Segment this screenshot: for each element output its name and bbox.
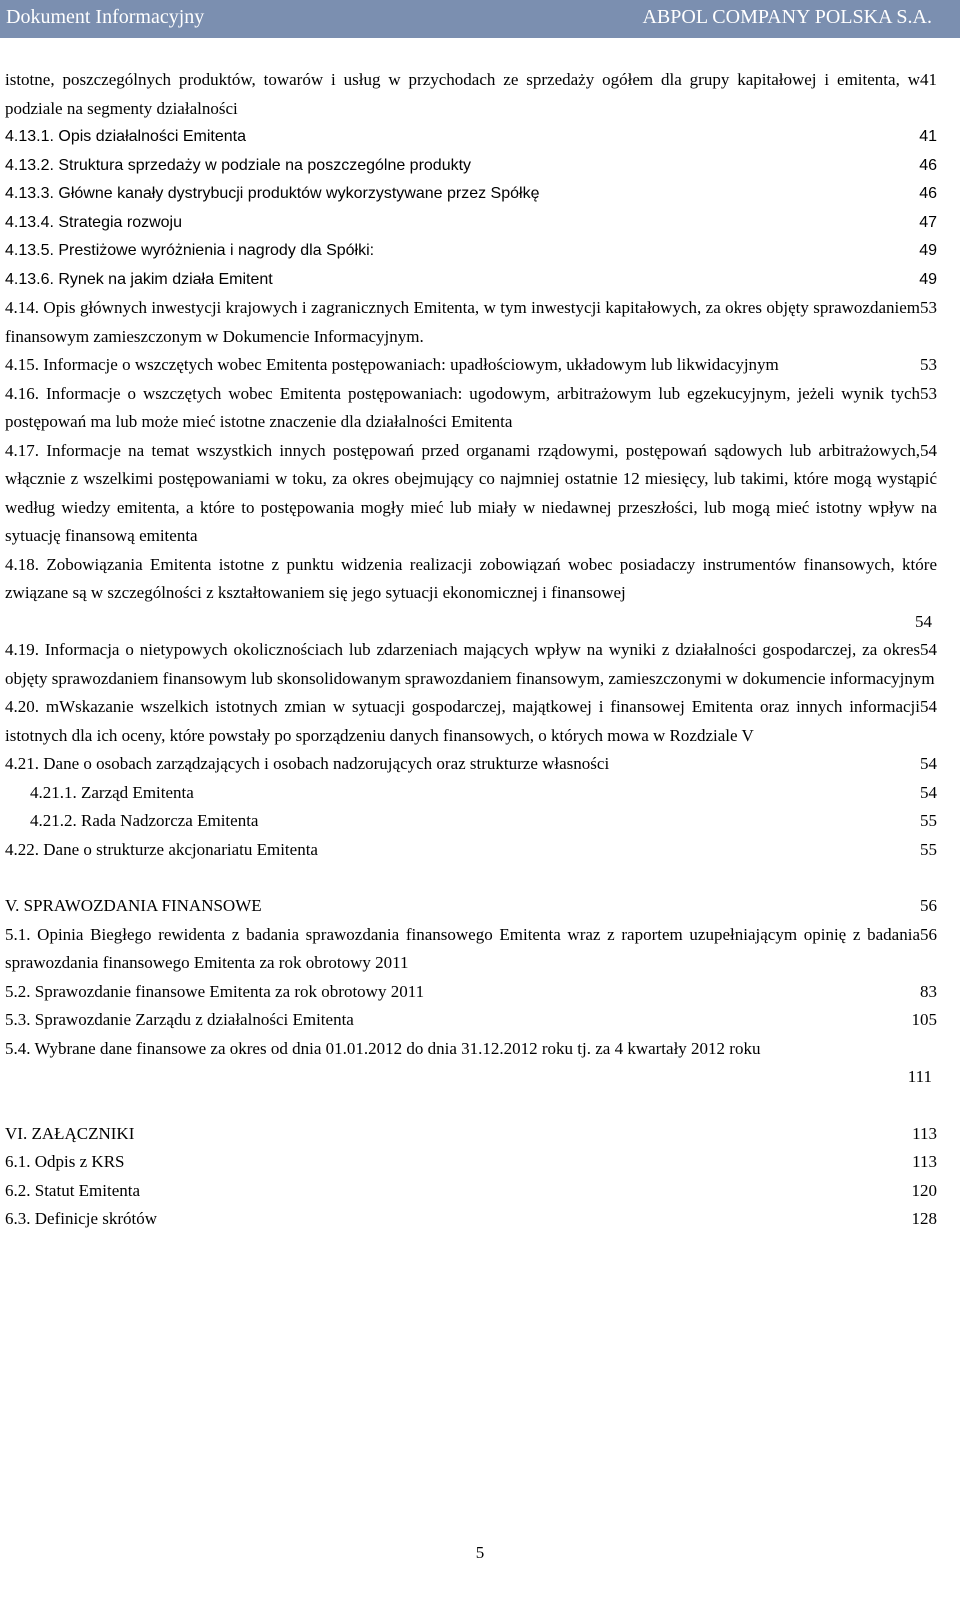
toc-entry-text: 4.13.4. Strategia rozwoju (5, 213, 182, 231)
toc-entry-text: 4.21.2. Rada Nadzorcza Emitenta (30, 811, 259, 830)
toc-entry-text: V. SPRAWOZDANIA FINANSOWE (5, 896, 262, 915)
toc-entry[interactable] (5, 237, 937, 266)
toc-entry[interactable] (5, 1148, 937, 1177)
toc-entry[interactable] (5, 807, 937, 836)
toc-entry-text: 4.13.5. Prestiżowe wyróżnienia i nagrody dla Spółki: (5, 242, 375, 259)
toc-entry[interactable] (5, 380, 937, 437)
toc-page-number: 54 (920, 640, 937, 659)
toc-entry-text: 4.18. Zobowiązania Emitenta istotne z punktu widzenia realizacji zobowiązań wobec posiadaczy instrumentów finansowych, które związane są w szczególności z kształtowaniem się jego sytuacji ekonomicznej i finansowej (5, 554, 937, 602)
toc-page-number: 53 (920, 298, 937, 317)
toc-entry[interactable] (5, 750, 937, 779)
toc-page-number: 49 (919, 270, 937, 288)
toc-entry[interactable] (5, 1006, 937, 1035)
toc-entry-text: 5.2. Sprawozdanie finansowe Emitenta za rok obrotowy 2011 (5, 981, 425, 1001)
toc-entry[interactable] (5, 66, 937, 123)
toc-page-number: 53 (920, 355, 937, 374)
toc-page-number: 113 (912, 1123, 937, 1143)
toc-entry-text: 5.4. Wybrane dane finansowe za okres od dnia 01.01.2012 do dnia 31.12.2012 roku tj. za 4 kwartały 2012 roku (5, 1038, 761, 1058)
toc-page-number: 54 (920, 440, 937, 460)
toc-entry-text: VI. ZAŁĄCZNIKI (5, 1123, 135, 1143)
toc-page-number: 128 (911, 1209, 937, 1228)
toc-entry[interactable] (5, 1120, 937, 1149)
toc-page-number: 47 (919, 213, 937, 231)
toc-entry-text: 4.20. mWskazanie wszelkich istotnych zmian w sytuacji gospodarczej, majątkowej i finansowej Emitenta oraz innych informacji istotnych dla ich oceny, które powstały po sporządzeniu danych finansowych, o których mowa w Rozdziale V (5, 697, 920, 745)
toc-page-number: 41 (920, 70, 937, 89)
toc-page-number: 53 (920, 383, 937, 403)
toc-page-number: 46 (919, 156, 937, 174)
toc-entry-text: 4.13.3. Główne kanały dystrybucji produktów wykorzystywane przez Spółkę (5, 185, 540, 202)
toc-page-number: 54 (920, 697, 937, 716)
toc-entry-text: istotne, poszczególnych produktów, towarów i usług w przychodach ze sprzedaży ogółem dla grupy kapitałowej i emitenta, w podziale na segmenty działalności (5, 70, 920, 118)
toc-entry-text: 5.3. Sprawozdanie Zarządu z działalności Emitenta (5, 1010, 354, 1029)
toc-entry-text: 4.13.1. Opis działalności Emitenta (5, 128, 247, 145)
toc-entry-text: 4.21.1. Zarząd Emitenta (30, 782, 194, 802)
toc-page-number: 54 (920, 782, 937, 802)
toc-entry[interactable] (5, 180, 937, 209)
toc-page-number: 46 (919, 185, 937, 202)
toc-entry-text: 4.21. Dane o osobach zarządzających i osobach nadzorujących oraz strukturze własności (5, 754, 610, 773)
toc-entry[interactable] (5, 551, 937, 637)
toc-entry[interactable] (5, 294, 937, 351)
toc-entry-text: 6.2. Statut Emitenta (5, 1180, 141, 1200)
toc-entry-text: 4.13.6. Rynek na jakim działa Emitent (5, 270, 273, 288)
company-name: ABPOL COMPANY POLSKA S.A. (642, 6, 932, 28)
toc-entry[interactable] (5, 1205, 937, 1234)
toc-entry-text: 4.17. Informacje na temat wszystkich innych postępowań przed organami rządowymi, postępowań sądowych lub arbitrażowych, włącznie z wszelkimi postępowaniami w toku, za okres obejmujący co najmniej ostatnie 12 miesięcy, lub takimi, które mogą wystąpić według wiedzy emitenta, a które to postępowania mogły mieć lub miały w niedawnej przeszłości, lub mogą mieć istotny wpływ na sytuację finansową emitenta (5, 440, 937, 545)
toc-entry[interactable] (5, 437, 937, 551)
toc-entry[interactable] (5, 836, 937, 865)
toc-page-number: 55 (920, 811, 937, 830)
toc-page-number: 41 (919, 128, 937, 145)
toc-page-number: 56 (920, 896, 937, 915)
toc-entry[interactable] (5, 1035, 937, 1092)
toc-entry-text: 5.1. Opinia Biegłego rewidenta z badania sprawozdania finansowego Emitenta wraz z raportem uzupełniającym opinię z badania sprawozdania finansowego Emitenta za rok obrotowy 2011 (5, 924, 920, 972)
toc-entry-text: 4.15. Informacje o wszczętych wobec Emitenta postępowaniach: upadłościowym, układowym lub likwidacyjnym (5, 355, 779, 374)
toc-entry[interactable] (5, 266, 937, 295)
toc-entry[interactable] (5, 209, 937, 238)
toc-entry-text: 4.22. Dane o strukturze akcjonariatu Emitenta (5, 839, 318, 859)
toc-page-number: 83 (920, 981, 937, 1001)
document-title: Dokument Informacyjny (6, 6, 205, 28)
toc-entry-text: 4.13.2. Struktura sprzedaży w podziale na poszczególne produkty (5, 156, 472, 174)
toc-entry[interactable] (5, 1177, 937, 1206)
toc-entry-text: 4.19. Informacja o nietypowych okolicznościach lub zdarzeniach mających wpływ na wyniki z działalności gospodarczej, za okres objęty sprawozdaniem finansowym lub skonsolidowanym sprawozdaniem finansowym, zamieszczonymi w dokumencie informacyjnym (5, 640, 935, 688)
table-of-contents (5, 66, 937, 1234)
toc-entry[interactable] (5, 636, 937, 693)
toc-entry-text: 6.3. Definicje skrótów (5, 1209, 158, 1228)
toc-entry-text: 4.14. Opis głównych inwestycji krajowych i zagranicznych Emitenta, w tym inwestycji kapitałowych, za okres objęty sprawozdaniem finansowym zamieszczonym w Dokumencie Informacyjnym. (5, 298, 920, 346)
toc-page-number: 105 (911, 1010, 937, 1029)
toc-page-number: 120 (911, 1180, 937, 1200)
section-gap (5, 864, 937, 892)
toc-entry[interactable] (5, 152, 937, 181)
toc-page-number: 113 (912, 1152, 937, 1171)
toc-entry[interactable] (5, 779, 937, 808)
toc-entry[interactable] (5, 123, 937, 152)
toc-page-number: 111 (907, 1067, 932, 1086)
section-gap (5, 1092, 937, 1120)
toc-entry-text: 4.16. Informacje o wszczętych wobec Emitenta postępowaniach: ugodowym, arbitrażowym lub egzekucyjnym, jeżeli wynik tych postępowań ma lub może mieć istotne znaczenie dla działalności Emitenta (5, 383, 920, 431)
toc-page-number: 54 (920, 754, 937, 773)
toc-page-number: 54 (915, 611, 932, 631)
toc-page-number: 55 (920, 839, 937, 859)
toc-page-number: 49 (919, 242, 937, 259)
page-number: 5 (475, 1543, 485, 1562)
toc-entry[interactable] (5, 921, 937, 978)
toc-entry-text: 6.1. Odpis z KRS (5, 1152, 125, 1171)
toc-page-number: 56 (920, 924, 937, 944)
toc-entry[interactable] (5, 351, 937, 380)
toc-entry[interactable] (5, 978, 937, 1007)
page-header (0, 0, 960, 38)
toc-entry[interactable] (5, 892, 937, 921)
toc-entry[interactable] (5, 693, 937, 750)
